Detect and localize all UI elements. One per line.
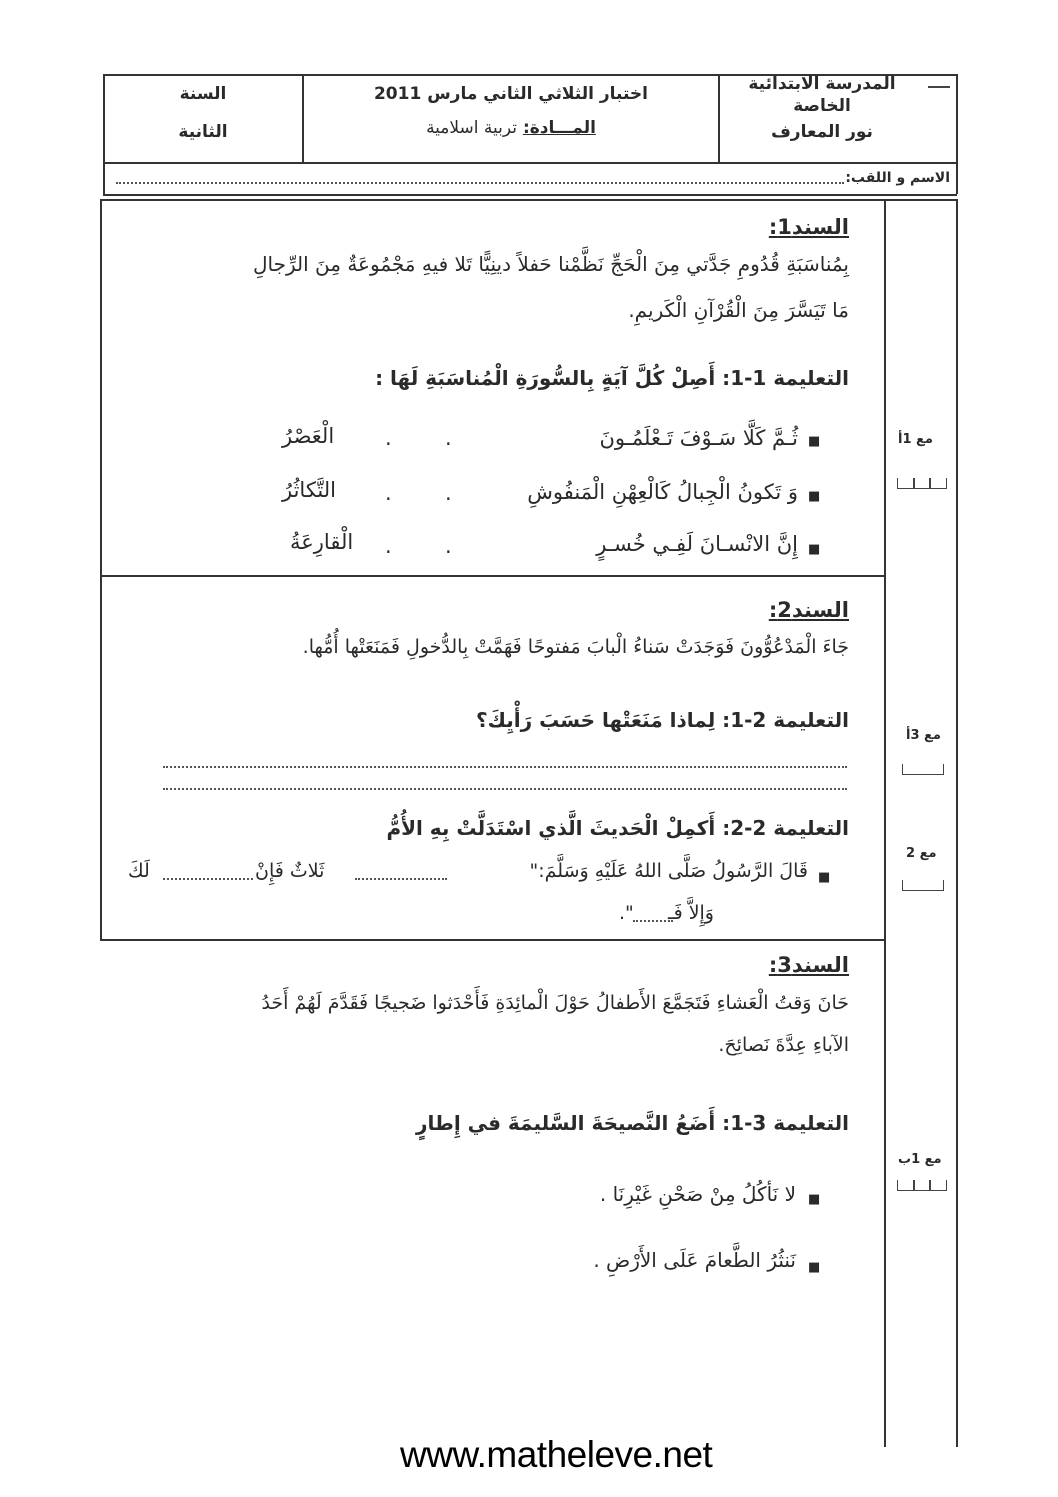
score-3a-label: مع 3أ — [906, 728, 941, 743]
footer-website[interactable]: www.matheleve.net — [400, 1434, 713, 1475]
header-right-border — [956, 74, 958, 194]
score-1a-box-tick-1 — [913, 478, 915, 488]
surah-3: الْقارِعَةُ — [290, 530, 354, 554]
score-1b-label: مع 1ب — [898, 1152, 942, 1167]
hadith-line1-c: لَكَ — [128, 860, 150, 882]
bullet-1: ■ — [808, 434, 821, 449]
hadith-blank-2[interactable] — [163, 878, 253, 880]
header-divider-2 — [718, 74, 720, 162]
year-value: الثانية — [178, 122, 228, 142]
school-name-line2: الخاصة — [793, 96, 851, 116]
advice-2[interactable]: نَنثُرُ الطَّعامَ عَلَى الأَرْضِ . — [593, 1248, 796, 1272]
advice-1[interactable]: لا نَأكُلُ مِنْ صَحْنِ غَيْرِنَا . — [599, 1182, 796, 1206]
score-3a-box[interactable] — [902, 764, 944, 775]
score-2-label: مع 2 — [906, 846, 937, 861]
hadith-line2-b: ". — [619, 902, 634, 924]
score-column-top-border — [884, 199, 957, 201]
score-2-box[interactable] — [902, 880, 944, 891]
header-dash — [928, 86, 950, 88]
section1-text-line1: بِمُناسَبَةِ قُدُومِ جَدَّتي مِنَ الْحَجِّ نَظَّمْنا حَفلاً دينِيًّا تَلا فيهِ مَجْمُوعَةٌ مِنَ الرِّجالِ — [253, 252, 849, 276]
dot-2b[interactable]: . — [385, 481, 392, 505]
score-1a-box-tick-2 — [929, 478, 931, 488]
score-1a-label: مع 1أ — [898, 432, 933, 447]
hadith-blank-3[interactable] — [633, 920, 673, 922]
score-1b-box-tick-2 — [929, 1180, 931, 1190]
answer-line-2-1b[interactable] — [163, 788, 847, 790]
name-field[interactable] — [116, 182, 844, 184]
section2-text-line1: جَاءَ الْمَدْعُوُّونَ فَوَجَدَتْ سَناءُ الْبابَ مَفتوحًا فَهَمَّتْ بِالدُّخولِ فَمَنَعَتْها أُمُّها. — [302, 636, 849, 658]
hadith-blank-1[interactable] — [355, 878, 447, 880]
school-name-line3: نور المعارف — [771, 122, 873, 142]
score-1b-box[interactable] — [897, 1180, 947, 1191]
surah-1: الْعَصْرُ — [282, 424, 335, 448]
section3-heading: السند3: — [768, 953, 849, 977]
exam-title: اختبار الثلاثي الثاني مارس 2011 — [373, 84, 649, 104]
section2-bottom-border — [100, 939, 885, 941]
year-label: السنة — [179, 84, 227, 104]
section2-heading: السند2: — [768, 598, 849, 622]
section1-heading: السند1: — [768, 215, 849, 239]
bullet-2: ■ — [808, 489, 821, 504]
verse-1: ثُـمَّ كَلَّا سَـوْفَ تَـعْلَمُـونَ — [599, 426, 798, 450]
hadith-line1-b: ثَلاثٌ فَإِنْ — [255, 860, 325, 882]
score-column-right-border — [956, 199, 958, 1447]
section1-bottom-border — [100, 575, 885, 577]
hadith-line1-a: قَالَ الرَّسُولُ صَلَّى اللهُ عَلَيْهِ وَسَلَّمَ:" — [529, 860, 808, 882]
bullet-advice-2: ■ — [808, 1260, 821, 1275]
score-1b-box-tick-1 — [913, 1180, 915, 1190]
school-name-line1: المدرسة الابتدائية — [748, 74, 896, 94]
body-left-border — [100, 199, 102, 939]
verse-2: وَ تَكونُ الْجِبالُ كَالْعِهْنِ الْمَنفُوشِ — [527, 480, 798, 504]
score-1a-box[interactable] — [897, 478, 947, 489]
bullet-advice-1: ■ — [808, 1192, 821, 1207]
hadith-line2-a: وَإِلاَّ فَـ — [668, 902, 714, 924]
dot-2a[interactable]: . — [445, 481, 452, 505]
instruction-3-1: التعليمة 3-1: أَضَعُ النَّصيحَةَ السَّليمَةَ في إِطارٍ — [415, 1111, 849, 1135]
name-row-bottom-border — [103, 194, 957, 196]
dot-3a[interactable]: . — [445, 534, 452, 558]
verse-3: إِنَّ الانْسـانَ لَفِـي خُسـرٍ — [596, 532, 798, 556]
body-inner-right-border — [884, 199, 886, 1447]
surah-2: التَّكاثُرُ — [282, 478, 336, 502]
section1-text-line2: مَا تَيَسَّرَ مِنَ الْقُرْآنِ الْكَريمِ. — [628, 298, 849, 322]
instruction-1-1: التعليمة 1-1: أَصِلْ كُلَّ آيَةٍ بِالسُّورَةِ الْمُناسَبَةِ لَهَا : — [375, 366, 849, 390]
body-top-border — [100, 199, 885, 201]
instruction-2-2: التعليمة 2-2: أَكمِلْ الْحَديثَ الَّذي اسْتَدَلَّتْ بِهِ الأُمُّ — [386, 816, 849, 840]
bullet-hadith: ■ — [818, 870, 831, 885]
dot-3b[interactable]: . — [385, 534, 392, 558]
dot-1a[interactable]: . — [445, 426, 452, 450]
header-bottom-border — [103, 162, 957, 164]
bullet-3: ■ — [808, 542, 821, 557]
instruction-2-1: التعليمة 2-1: لِماذا مَنَعَتْها حَسَبَ رَأْيِكَ؟ — [476, 708, 849, 732]
answer-line-2-1a[interactable] — [163, 766, 847, 768]
subject-label: المـــادة: — [522, 118, 596, 138]
subject-line — [304, 118, 718, 138]
section3-text-line1: حَانَ وَقتُ الْعَشاءِ فَتَجَمَّعَ الأَطفالُ حَوْلَ الْمائِدَةِ فَأَحْدَثوا ضَجيجًا فَقَدَّمَ لَهُمْ أَحَدُ — [261, 992, 849, 1014]
dot-1b[interactable]: . — [385, 426, 392, 450]
section3-text-line2: الآباءِ عِدَّةَ نَصائِحَ. — [718, 1034, 849, 1056]
subject-value: تربية اسلامية — [426, 118, 518, 138]
name-label: الاسم و اللقب: — [845, 170, 950, 186]
